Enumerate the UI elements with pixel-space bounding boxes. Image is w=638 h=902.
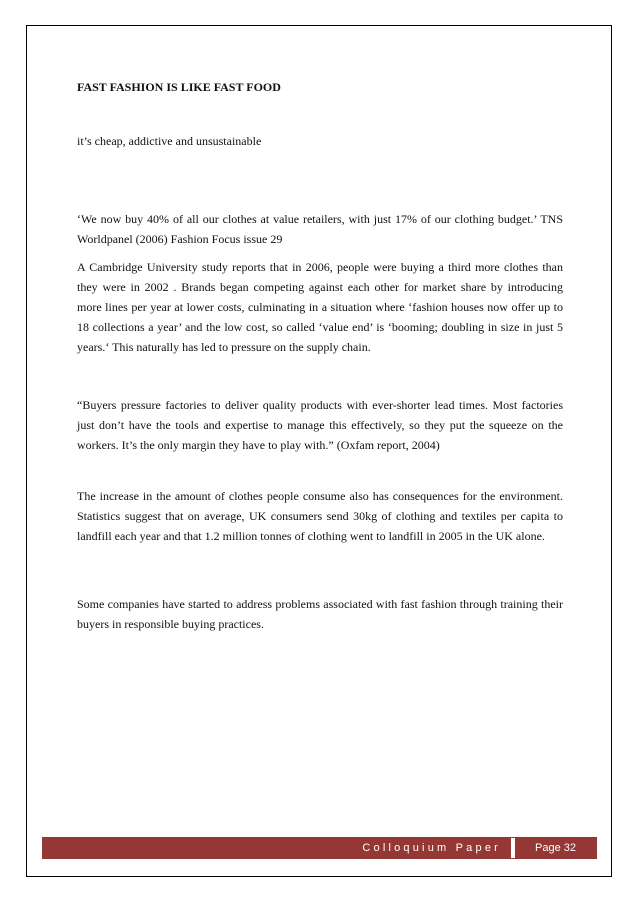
paragraph-responsible-buying: Some companies have started to address problems associated with fast fashion through training their buyers in responsible buying practices. [77,597,563,631]
footer-label: Colloquium Paper [43,838,511,858]
subtitle: it’s cheap, addictive and unsustainable [77,134,262,148]
page-footer [42,837,597,859]
paragraph-oxfam-quote: “Buyers pressure factories to deliver quality products with ever-shorter lead times. Most factories just don’t have the tools and expertise to manage this effectively, so they put the squeeze on the workers. It’s the only margin they have to play with.” (Oxfam report, 2004) [77,398,563,452]
footer-page-number: Page 32 [515,838,596,858]
paragraph-quote-tns: ‘We now buy 40% of all our clothes at value retailers, with just 17% of our clothing budget.’ TNS Worldpanel (2006) Fashion Focus issue 29 [77,212,563,246]
paragraph-cambridge-study: A Cambridge University study reports that in 2006, people were buying a third more clothes than they were in 2002 . Brands began competing against each other for market share by introducing more lines per year at lower costs, culminating in a situation where ‘fashion houses now offer up to 18 collections a year’ and the low cost, so called ‘value end’ is ‘booming; doubling in size in just 5 years.‘ This naturally has led to pressure on the supply chain. [77,260,563,354]
document-body [77,79,563,631]
paragraph-environment: The increase in the amount of clothes people consume also has consequences for the environment. Statistics suggest that on average, UK consumers send 30kg of clothing and textiles per capita to landfill each year and that 1.2 million tonnes of clothing went to landfill in 2005 in the UK alone. [77,489,563,543]
page-title: FAST FASHION IS LIKE FAST FOOD [77,80,281,94]
